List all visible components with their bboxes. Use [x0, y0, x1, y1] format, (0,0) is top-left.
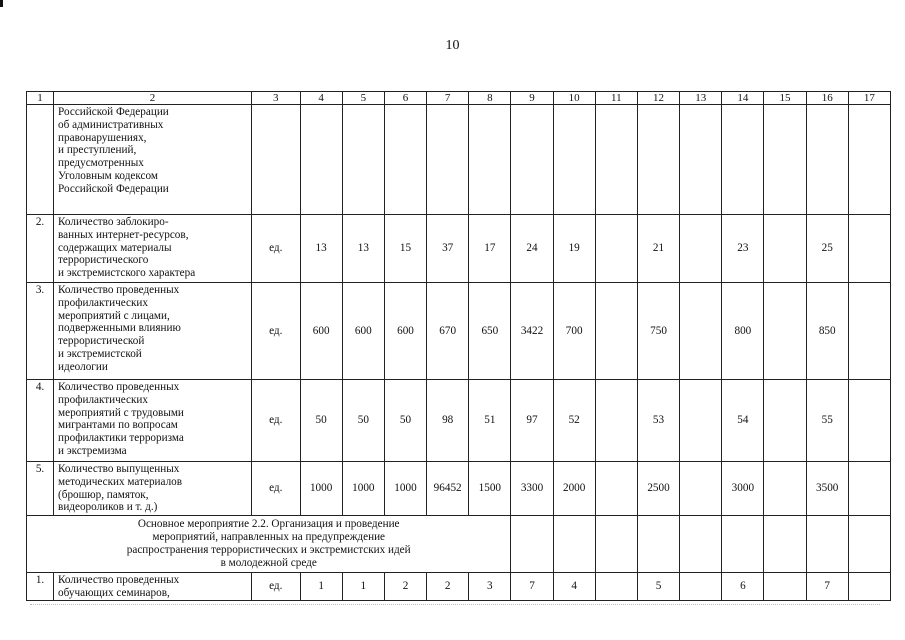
table-row — [27, 573, 891, 601]
value-cell — [680, 105, 722, 215]
header-cell: 10 — [553, 92, 595, 105]
unit-cell: ед. — [251, 215, 300, 283]
value-cell: 700 — [553, 283, 595, 380]
header-cell: 7 — [427, 92, 469, 105]
indicator-name: Количество проведенных обучающих семинаров, — [54, 573, 252, 601]
value-cell — [680, 283, 722, 380]
value-cell: 650 — [469, 283, 511, 380]
header-cell: 8 — [469, 92, 511, 105]
table-row — [27, 105, 891, 215]
value-cell: 19 — [553, 215, 595, 283]
value-cell: 1 — [342, 573, 384, 601]
row-number: 1. — [27, 573, 54, 601]
value-cell: 800 — [722, 283, 764, 380]
value-cell — [848, 105, 890, 215]
empty-cell — [637, 516, 679, 573]
value-cell: 25 — [806, 215, 848, 283]
bottom-dotted-line — [30, 604, 880, 607]
header-cell: 14 — [722, 92, 764, 105]
unit-cell: ед. — [251, 283, 300, 380]
value-cell — [806, 105, 848, 215]
value-cell — [848, 380, 890, 462]
unit-cell: ед. — [251, 573, 300, 601]
row-number: 2. — [27, 215, 54, 283]
value-cell: 750 — [637, 283, 679, 380]
value-cell: 50 — [342, 380, 384, 462]
row-number: 5. — [27, 462, 54, 516]
value-cell: 850 — [806, 283, 848, 380]
value-cell: 5 — [637, 573, 679, 601]
value-cell — [680, 215, 722, 283]
value-cell: 3500 — [806, 462, 848, 516]
value-cell: 53 — [637, 380, 679, 462]
value-cell — [764, 215, 806, 283]
value-cell: 50 — [384, 380, 426, 462]
empty-cell — [680, 516, 722, 573]
value-cell — [680, 462, 722, 516]
unit-cell: ед. — [251, 462, 300, 516]
table-row — [27, 215, 891, 283]
page-number: 10 — [445, 38, 460, 53]
value-cell — [469, 105, 511, 215]
header-row — [27, 92, 891, 105]
header-cell: 2 — [54, 92, 252, 105]
value-cell: 1000 — [300, 462, 342, 516]
header-cell: 15 — [764, 92, 806, 105]
value-cell: 13 — [342, 215, 384, 283]
value-cell: 6 — [722, 573, 764, 601]
empty-cell — [722, 516, 764, 573]
value-cell — [637, 105, 679, 215]
value-cell — [595, 380, 637, 462]
value-cell: 2000 — [553, 462, 595, 516]
table-row — [27, 516, 891, 573]
value-cell: 3 — [469, 573, 511, 601]
value-cell — [595, 105, 637, 215]
value-cell: 1500 — [469, 462, 511, 516]
value-cell — [595, 215, 637, 283]
value-cell: 24 — [511, 215, 553, 283]
value-cell: 2500 — [637, 462, 679, 516]
value-cell: 98 — [427, 380, 469, 462]
empty-cell — [511, 516, 553, 573]
value-cell: 23 — [722, 215, 764, 283]
value-cell: 15 — [384, 215, 426, 283]
value-cell: 97 — [511, 380, 553, 462]
value-cell: 3300 — [511, 462, 553, 516]
header-cell: 13 — [680, 92, 722, 105]
value-cell — [764, 380, 806, 462]
value-cell: 21 — [637, 215, 679, 283]
value-cell — [764, 462, 806, 516]
indicator-name: Количество проведенных профилактических мероприятий с трудовыми мигрантами по вопросам профилактики терроризма и экстремизма — [54, 380, 252, 462]
value-cell — [427, 105, 469, 215]
value-cell — [722, 105, 764, 215]
value-cell: 670 — [427, 283, 469, 380]
value-cell — [848, 215, 890, 283]
header-cell: 1 — [27, 92, 54, 105]
header-cell: 9 — [511, 92, 553, 105]
value-cell: 1000 — [384, 462, 426, 516]
indicator-table — [26, 91, 891, 601]
value-cell: 13 — [300, 215, 342, 283]
corner-mark — [0, 0, 3, 7]
empty-cell — [848, 516, 890, 573]
value-cell — [764, 105, 806, 215]
value-cell: 52 — [553, 380, 595, 462]
empty-cell — [764, 516, 806, 573]
section-heading: Основное мероприятие 2.2. Организация и проведение мероприятий, направленных на предупреждение распространения террористических и экстремистских идей в молодежной среде — [27, 516, 511, 573]
row-number: 4. — [27, 380, 54, 462]
header-cell: 5 — [342, 92, 384, 105]
value-cell — [680, 573, 722, 601]
value-cell — [848, 283, 890, 380]
value-cell: 50 — [300, 380, 342, 462]
value-cell — [384, 105, 426, 215]
value-cell: 1 — [300, 573, 342, 601]
indicator-name: Количество проведенных профилактических мероприятий с лицами, подверженными влиянию террористической и экстремистской идеологии — [54, 283, 252, 380]
value-cell — [511, 105, 553, 215]
row-number — [27, 105, 54, 215]
value-cell — [595, 573, 637, 601]
value-cell: 4 — [553, 573, 595, 601]
value-cell — [595, 283, 637, 380]
header-cell: 16 — [806, 92, 848, 105]
value-cell: 55 — [806, 380, 848, 462]
value-cell — [553, 105, 595, 215]
header-cell: 4 — [300, 92, 342, 105]
value-cell: 3000 — [722, 462, 764, 516]
value-cell: 600 — [300, 283, 342, 380]
value-cell: 96452 — [427, 462, 469, 516]
value-cell — [764, 573, 806, 601]
value-cell: 600 — [342, 283, 384, 380]
indicator-name: Количество заблокиро- ванных интернет-ресурсов, содержащих материалы террористического и экстремистского характера — [54, 215, 252, 283]
empty-cell — [806, 516, 848, 573]
header-cell: 11 — [595, 92, 637, 105]
empty-cell — [553, 516, 595, 573]
indicator-name: Российской Федерации об административных правонарушениях, и преступлений, предусмотренных Уголовным кодексом Российской Федерации — [54, 105, 252, 215]
value-cell: 54 — [722, 380, 764, 462]
unit-cell: ед. — [251, 380, 300, 462]
value-cell: 2 — [384, 573, 426, 601]
value-cell: 7 — [806, 573, 848, 601]
value-cell: 2 — [427, 573, 469, 601]
table-row — [27, 283, 891, 380]
value-cell: 3422 — [511, 283, 553, 380]
value-cell — [300, 105, 342, 215]
value-cell — [595, 462, 637, 516]
value-cell — [342, 105, 384, 215]
value-cell — [680, 380, 722, 462]
value-cell — [764, 283, 806, 380]
value-cell: 51 — [469, 380, 511, 462]
value-cell — [848, 462, 890, 516]
header-cell: 12 — [637, 92, 679, 105]
indicator-name: Количество выпущенных методических материалов (брошюр, памяток, видеороликов и т. д.) — [54, 462, 252, 516]
table-row — [27, 380, 891, 462]
empty-cell — [595, 516, 637, 573]
header-cell: 3 — [251, 92, 300, 105]
table-row — [27, 462, 891, 516]
value-cell: 7 — [511, 573, 553, 601]
header-cell: 6 — [384, 92, 426, 105]
unit-cell — [251, 105, 300, 215]
row-number: 3. — [27, 283, 54, 380]
value-cell: 17 — [469, 215, 511, 283]
value-cell: 600 — [384, 283, 426, 380]
header-cell: 17 — [848, 92, 890, 105]
value-cell: 1000 — [342, 462, 384, 516]
value-cell — [848, 573, 890, 601]
value-cell: 37 — [427, 215, 469, 283]
